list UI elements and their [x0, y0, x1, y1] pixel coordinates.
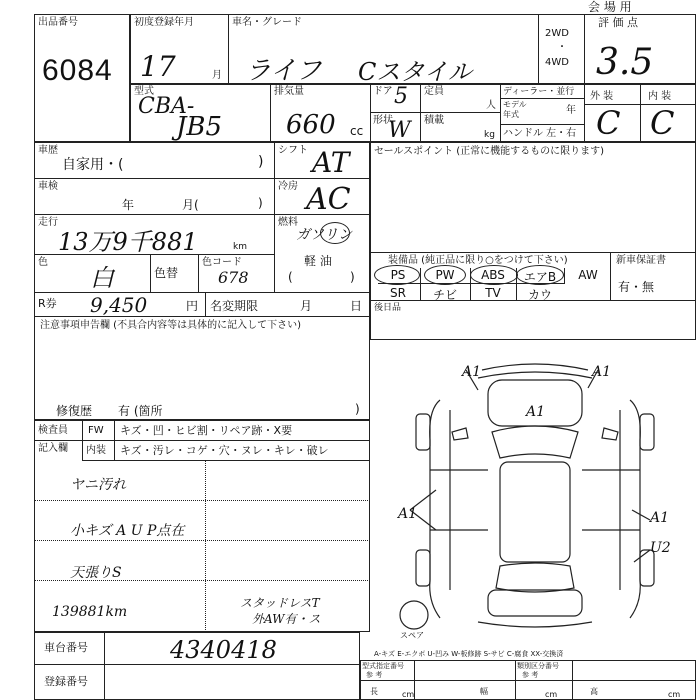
model-code-2: JB5	[176, 112, 223, 142]
cert-label-1: 型式指定番号	[362, 662, 404, 670]
equipment-aw: AW	[578, 268, 598, 282]
color-label: 色	[38, 257, 48, 268]
inspector-label-2: 記入欄	[38, 443, 68, 454]
ac-value: AC	[306, 182, 351, 217]
divider	[150, 254, 151, 292]
car-damage-diagram	[370, 340, 696, 660]
remarks-label: 後日品	[374, 303, 402, 313]
name-change-day: 日	[350, 299, 363, 313]
divider	[640, 84, 641, 142]
capacity-label: 定員	[424, 86, 444, 97]
mileage-label: 走行	[38, 217, 58, 228]
equipment-pw-circle	[424, 265, 466, 285]
fuel-paren-open: (	[288, 270, 293, 284]
interior-cond-label: 内装	[86, 445, 106, 456]
equipment-airbag: エアB	[523, 270, 557, 284]
divider	[370, 112, 500, 113]
divider	[564, 268, 565, 284]
damage-mark-4: A1	[398, 506, 418, 522]
height-unit: cm	[668, 690, 681, 699]
damage-mark-3: A1	[526, 404, 546, 420]
equipment-ps: PS	[390, 268, 406, 282]
shape: W	[388, 118, 411, 143]
divider	[34, 500, 370, 501]
capacity-unit: 人	[486, 100, 496, 111]
load-label: 積載	[424, 115, 444, 126]
divider	[370, 84, 371, 142]
divider	[198, 254, 199, 292]
equipment-label: 装備品 (純正品に限り○をつけて下さい)	[388, 255, 568, 266]
color-value: 白	[90, 264, 114, 292]
divider	[500, 84, 501, 142]
cert-ref-2: 参 考	[522, 671, 539, 679]
first-reg-label: 初度登録年月	[134, 17, 194, 28]
divider	[34, 316, 370, 317]
repair-close: )	[355, 402, 360, 416]
r-ticket-label: R券	[38, 297, 57, 310]
equipment-sr: SR	[390, 286, 406, 300]
inspection-close: )	[258, 196, 263, 210]
interior-label: 内 装	[648, 91, 672, 102]
sales-box	[370, 142, 696, 340]
color-code-label: 色コード	[202, 257, 242, 268]
damage-mark-5: A1	[650, 510, 670, 526]
first-reg-month-label: 月	[212, 70, 222, 81]
displacement-label: 排気量	[274, 86, 304, 97]
divider	[572, 660, 573, 700]
shape-label: 形状	[373, 115, 393, 126]
divider	[205, 292, 206, 316]
dealer-label: ディーラー・並行	[503, 87, 575, 97]
divider	[205, 460, 206, 632]
grade: Cスタイル	[358, 58, 472, 86]
exterior-label: 外 装	[590, 91, 614, 102]
equipment-ps-circle	[374, 265, 420, 285]
inspection-year: 年	[122, 198, 135, 212]
repair-label: 修復歴	[56, 404, 93, 418]
divider	[500, 98, 584, 99]
displacement-unit: cc	[350, 124, 364, 138]
divider	[228, 14, 229, 84]
width-unit: cm	[545, 690, 558, 699]
fuel-circle	[320, 222, 350, 244]
model-year-label-1: モデル	[503, 100, 527, 109]
color-code-value: 678	[218, 268, 249, 287]
fuel-light-oil: 軽 油	[304, 254, 332, 268]
lot-label: 出品番号	[38, 17, 78, 28]
equipment-leather: カウ	[527, 288, 552, 302]
handle-label: ハンドル 左・右	[503, 128, 577, 139]
venue-label: 会 場 用	[588, 0, 632, 14]
divider	[610, 252, 611, 300]
doors: 5	[394, 84, 408, 109]
score: 3.5	[596, 42, 654, 83]
divider	[34, 664, 360, 665]
cert-ref-1: 参 考	[366, 671, 383, 679]
fuel-value: ガソリン	[296, 227, 352, 243]
history-close: )	[258, 154, 264, 170]
fuel-label: 燃料	[278, 217, 298, 228]
inspector-note-3: 天張りS	[70, 565, 122, 581]
model-year-unit: 年	[566, 105, 576, 116]
name-change-label: 名変期限	[210, 299, 259, 313]
length-label: 長	[370, 687, 378, 696]
equipment-navi: チビ	[432, 288, 457, 302]
mileage-unit: km	[233, 242, 247, 252]
inspection-label: 車検	[38, 181, 58, 192]
doors-label: ドア	[373, 86, 393, 97]
sales-label: セールスポイント (正常に機能するものに限ります)	[374, 146, 605, 157]
model-label: 型式	[134, 86, 154, 97]
cert-label-2: 類別区分番号	[517, 662, 559, 670]
interior-grade: C	[650, 104, 675, 142]
divider	[500, 124, 584, 125]
divider	[274, 142, 275, 292]
option-1: スタッドレスT	[240, 596, 320, 610]
shift-label: シフト	[278, 145, 308, 156]
yen-label: 円	[186, 299, 199, 313]
fw-label: FW	[88, 425, 104, 436]
history-label: 車歴	[38, 145, 58, 156]
color-change-label: 色替	[154, 266, 179, 280]
equipment-abs: ABS	[481, 268, 505, 282]
divider	[420, 84, 421, 142]
inspector-note-2: 小キズ A U P点在	[70, 523, 185, 539]
divider	[360, 680, 696, 681]
score-label: 評 価 点	[598, 16, 638, 29]
divider	[34, 440, 370, 441]
model-code-1: CBA-	[138, 94, 195, 119]
r-ticket-value: 9,450	[90, 293, 148, 317]
equipment-pw: PW	[435, 268, 455, 282]
history-value: 自家用・(	[62, 157, 124, 173]
displacement: 660	[286, 110, 336, 140]
model-grade-label: 車名・グレード	[232, 17, 302, 28]
repair-value: 有 (箇所	[118, 404, 163, 418]
damage-mark-2: A1	[592, 364, 612, 380]
divider	[82, 460, 370, 461]
car-name: ライフ	[245, 56, 322, 86]
height-label: 高	[590, 687, 598, 696]
divider	[114, 420, 115, 460]
drive-dot: ・	[557, 42, 567, 53]
damage-mark-6: U2	[650, 540, 671, 556]
interior-cond-text: キズ・汚レ・コゲ・穴・ヌレ・キレ・破レ	[120, 444, 329, 457]
divider	[34, 292, 370, 293]
width-label: 幅	[480, 687, 488, 696]
lot-number: 6084	[42, 54, 113, 87]
warranty-label: 新車保証書	[616, 255, 666, 266]
shift-value: AT	[312, 146, 350, 179]
divider	[270, 84, 271, 142]
drive-2wd: 2WD	[545, 28, 569, 39]
divider	[538, 14, 539, 84]
notes-label: 注意事項申告欄 (不具合内容等は具体的に記入して下さい)	[40, 320, 301, 331]
chassis-value: 4340418	[170, 636, 277, 664]
divider	[515, 660, 516, 700]
name-change-month: 月	[300, 299, 313, 313]
divider	[34, 540, 370, 541]
load-unit: kg	[484, 130, 495, 140]
inspection-month: 月(	[182, 198, 199, 212]
divider	[104, 632, 105, 700]
chassis-label: 車台番号	[44, 641, 88, 654]
length-unit: cm	[402, 690, 415, 699]
equipment-airbag-circle	[516, 265, 564, 285]
fuel-paren-close: )	[350, 270, 355, 284]
option-2: 外AW有・ス	[252, 612, 321, 626]
divider	[420, 268, 421, 300]
inspector-note-4: 139881km	[52, 604, 128, 620]
mileage-value: 13万9千881	[58, 228, 198, 256]
spare-label: スペア	[400, 631, 424, 640]
warranty-value: 有・無	[618, 280, 655, 294]
equipment-abs-circle	[470, 265, 518, 285]
equipment-tv: TV	[485, 286, 501, 300]
divider	[370, 252, 696, 253]
inspector-label-1: 検査員	[38, 425, 68, 436]
damage-mark-1: A1	[462, 364, 482, 380]
model-year-label-2: 年式	[503, 110, 519, 119]
first-reg-year: 17	[140, 50, 176, 83]
inspector-note-1: ヤニ汚れ	[70, 477, 126, 493]
divider	[82, 420, 83, 460]
ac-label: 冷房	[278, 181, 298, 192]
drive-4wd: 4WD	[545, 57, 569, 68]
damage-legend: A-キズ E-エクボ U-凹み W-板修跡 S-サビ C-腐食 XX-交換済	[374, 650, 564, 658]
reg-label: 登録番号	[44, 675, 88, 688]
fw-text: キズ・凹・ヒビ割・リペア跡・X要	[120, 424, 293, 437]
exterior-grade: C	[596, 104, 621, 142]
